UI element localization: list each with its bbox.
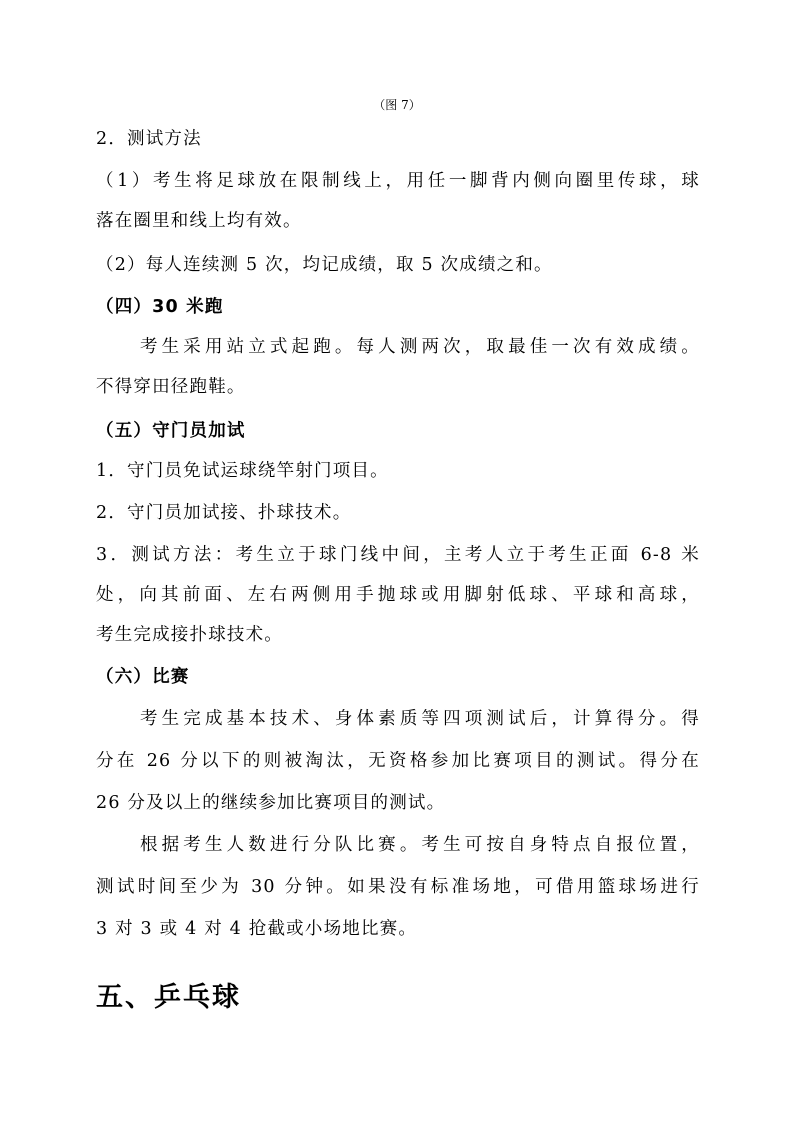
section-heading-30m-run: （四）30 米跑 bbox=[96, 297, 224, 317]
section-heading-goalkeeper: （五）守门员加试 bbox=[96, 421, 246, 441]
run-paragraph-line-1: 考生采用站立式起跑。每人测两次，取最佳一次有效成绩。 bbox=[140, 337, 700, 357]
method-item-2: （2）每人连续测 5 次，均记成绩，取 5 次成绩之和。 bbox=[96, 255, 553, 275]
match-para-1-line-1: 考生完成基本技术、身体素质等四项测试后，计算得分。得 bbox=[140, 709, 700, 729]
match-para-1-line-2: 分在 26 分以下的则被淘汰，无资格参加比赛项目的测试。得分在 bbox=[96, 751, 700, 771]
figure-caption: （图 7） bbox=[373, 98, 421, 112]
goalkeeper-item-2: 2．守门员加试接、扑球技术。 bbox=[96, 503, 352, 523]
goalkeeper-item-3-line-3: 考生完成接扑球技术。 bbox=[96, 625, 283, 645]
run-paragraph-line-2: 不得穿田径跑鞋。 bbox=[96, 377, 246, 397]
goalkeeper-item-3-line-1: 3．测试方法：考生立于球门线中间，主考人立于考生正面 6-8 米 bbox=[96, 545, 700, 565]
goalkeeper-item-1: 1．守门员免试运球绕竿射门项目。 bbox=[96, 461, 389, 481]
method-item-1-line-1: （1）考生将足球放在限制线上，用任一脚背内侧向圈里传球，球 bbox=[96, 171, 700, 191]
match-para-2-line-2: 测试时间至少为 30 分钟。如果没有标准场地，可借用篮球场进行 bbox=[96, 877, 700, 897]
goalkeeper-item-3-line-2: 处，向其前面、左右两侧用手抛球或用脚射低球、平球和高球， bbox=[96, 585, 700, 605]
method-item-1-line-2: 落在圈里和线上均有效。 bbox=[96, 211, 302, 231]
section-title-table-tennis: 五、乒乓球 bbox=[96, 982, 241, 1013]
test-method-heading: 2．测试方法 bbox=[96, 129, 202, 149]
match-para-2-line-3: 3 对 3 或 4 对 4 抢截或小场地比赛。 bbox=[96, 919, 418, 939]
match-para-1-line-3: 26 分及以上的继续参加比赛项目的测试。 bbox=[96, 793, 446, 813]
match-para-2-line-1: 根据考生人数进行分队比赛。考生可按自身特点自报位置， bbox=[140, 835, 700, 855]
section-heading-match: （六）比赛 bbox=[96, 667, 190, 687]
